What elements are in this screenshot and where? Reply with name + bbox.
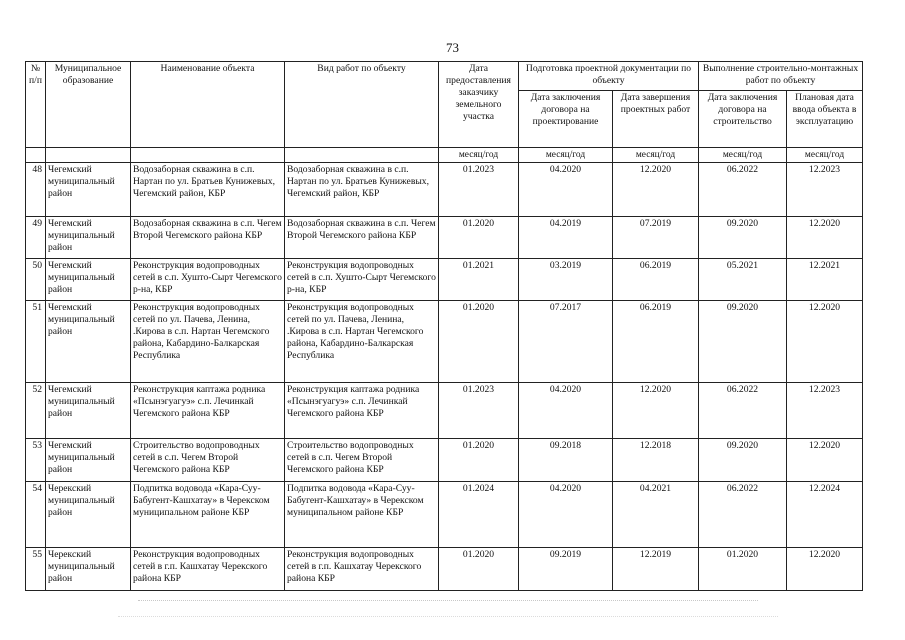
row-design-contract: 04.2020 <box>519 383 613 439</box>
header-land-date: Дата предоставления заказчику земельного участка <box>439 62 519 148</box>
header-construction-contract: Дата заключения договора на строительство <box>699 91 787 148</box>
row-land-date: 01.2021 <box>439 259 519 301</box>
row-number: 52 <box>26 383 46 439</box>
row-number: 53 <box>26 439 46 482</box>
row-municipality: Чегемский муниципальный район <box>46 301 131 383</box>
unit-design-contract: месяц/год <box>519 148 613 163</box>
row-work-type: Строительство водопроводных сетей в с.п. Чегем Второй Чегемского района КБР <box>285 439 439 482</box>
row-object-name: Подпитка водовода «Кара-Суу-Бабугент-Кашхатау» в Черекском муниципальном районе КБР <box>131 482 285 548</box>
row-municipality: Чегемский муниципальный район <box>46 217 131 259</box>
row-commissioning: 12.2021 <box>787 259 863 301</box>
row-land-date: 01.2020 <box>439 301 519 383</box>
row-land-date: 01.2020 <box>439 548 519 591</box>
row-design-contract: 04.2019 <box>519 217 613 259</box>
header-construction-group: Выполнение строительно-монтажных работ по объекту <box>699 62 863 91</box>
row-number: 48 <box>26 163 46 217</box>
row-work-type: Подпитка водовода «Кара-Суу-Бабугент-Кашхатау» в Черекском муниципальном районе КБР <box>285 482 439 548</box>
row-design-contract: 04.2020 <box>519 482 613 548</box>
row-design-contract: 03.2019 <box>519 259 613 301</box>
row-work-type: Реконструкция водопроводных сетей в г.п. Кашхатау Черекского района КБР <box>285 548 439 591</box>
row-commissioning: 12.2020 <box>787 217 863 259</box>
row-construction-contract: 01.2020 <box>699 548 787 591</box>
header-design-contract: Дата заключения договора на проектирование <box>519 91 613 148</box>
row-object-name: Строительство водопроводных сетей в с.п. Чегем Второй Чегемского района КБР <box>131 439 285 482</box>
objects-table <box>25 61 863 591</box>
row-construction-contract: 09.2020 <box>699 439 787 482</box>
row-municipality: Чегемский муниципальный район <box>46 163 131 217</box>
unit-land-date: месяц/год <box>439 148 519 163</box>
row-municipality: Чегемский муниципальный район <box>46 439 131 482</box>
row-number: 51 <box>26 301 46 383</box>
row-design-contract: 04.2020 <box>519 163 613 217</box>
row-design-end: 12.2019 <box>613 548 699 591</box>
row-municipality: Черекский муниципальный район <box>46 482 131 548</box>
row-construction-contract: 06.2022 <box>699 482 787 548</box>
row-design-end: 06.2019 <box>613 301 699 383</box>
row-work-type: Реконструкция водопроводных сетей в с.п. Хушто-Сырт Чегемского р-на, КБР <box>285 259 439 301</box>
header-object-name: Наименование объекта <box>131 62 285 148</box>
unit-commissioning: месяц/год <box>787 148 863 163</box>
unit-empty-cell <box>26 148 46 163</box>
row-work-type: Водозаборная скважина в с.п. Чегем Второй Чегемского района КБР <box>285 217 439 259</box>
row-design-end: 07.2019 <box>613 217 699 259</box>
row-land-date: 01.2024 <box>439 482 519 548</box>
row-design-contract: 07.2017 <box>519 301 613 383</box>
unit-construction-contract: месяц/год <box>699 148 787 163</box>
header-design-group: Подготовка проектной документации по объекту <box>519 62 699 91</box>
row-work-type: Реконструкция каптажа родника «Псынэгуагуэ» с.п. Лечинкай Чегемского района КБР <box>285 383 439 439</box>
row-design-contract: 09.2018 <box>519 439 613 482</box>
row-object-name: Реконструкция водопроводных сетей в с.п. Хушто-Сырт Чегемского р-на, КБР <box>131 259 285 301</box>
row-design-end: 12.2020 <box>613 163 699 217</box>
unit-design-end: месяц/год <box>613 148 699 163</box>
unit-empty-cell <box>131 148 285 163</box>
row-number: 49 <box>26 217 46 259</box>
row-land-date: 01.2023 <box>439 383 519 439</box>
row-municipality: Чегемский муниципальный район <box>46 259 131 301</box>
row-commissioning: 12.2024 <box>787 482 863 548</box>
row-construction-contract: 09.2020 <box>699 217 787 259</box>
header-num: № п/п <box>26 62 46 148</box>
scan-artifact-line <box>118 616 778 617</box>
row-design-end: 12.2018 <box>613 439 699 482</box>
table-row <box>26 163 863 217</box>
header-work-type: Вид работ по объекту <box>285 62 439 148</box>
row-commissioning: 12.2020 <box>787 301 863 383</box>
row-design-end: 12.2020 <box>613 383 699 439</box>
row-commissioning: 12.2020 <box>787 548 863 591</box>
row-commissioning: 12.2023 <box>787 163 863 217</box>
row-commissioning: 12.2020 <box>787 439 863 482</box>
row-number: 54 <box>26 482 46 548</box>
row-land-date: 01.2023 <box>439 163 519 217</box>
row-construction-contract: 09.2020 <box>699 301 787 383</box>
scan-artifact-line <box>138 600 758 601</box>
table-row <box>26 439 863 482</box>
unit-empty-cell <box>285 148 439 163</box>
row-construction-contract: 06.2022 <box>699 383 787 439</box>
row-object-name: Реконструкция каптажа родника «Псынэгуагуэ» с.п. Лечинкай Чегемского района КБР <box>131 383 285 439</box>
table-row <box>26 548 863 591</box>
row-municipality: Черекский муниципальный район <box>46 548 131 591</box>
header-commissioning: Плановая дата ввода объекта в эксплуатацию <box>787 91 863 148</box>
row-design-contract: 09.2019 <box>519 548 613 591</box>
row-land-date: 01.2020 <box>439 439 519 482</box>
row-object-name: Реконструкция водопроводных сетей по ул. Пачева, Ленина, .Кирова в с.п. Нартан Чегемского района, Кабардино-Балкарская Республика <box>131 301 285 383</box>
header-design-end: Дата завершения проектных работ <box>613 91 699 148</box>
row-object-name: Водозаборная скважина в с.п. Чегем Второй Чегемского района КБР <box>131 217 285 259</box>
row-construction-contract: 05.2021 <box>699 259 787 301</box>
row-commissioning: 12.2023 <box>787 383 863 439</box>
table-row <box>26 482 863 548</box>
row-work-type: Реконструкция водопроводных сетей по ул. Пачева, Ленина, .Кирова в с.п. Нартан Чегемского района, Кабардино-Балкарская Республика <box>285 301 439 383</box>
row-construction-contract: 06.2022 <box>699 163 787 217</box>
row-design-end: 04.2021 <box>613 482 699 548</box>
row-design-end: 06.2019 <box>613 259 699 301</box>
header-municipality: Муниципальное образование <box>46 62 131 148</box>
table-row <box>26 383 863 439</box>
row-object-name: Водозаборная скважина в с.п. Нартан по ул. Братьев Кунижевых, Чегемский район, КБР <box>131 163 285 217</box>
table-row <box>26 301 863 383</box>
table-row <box>26 259 863 301</box>
row-municipality: Чегемский муниципальный район <box>46 383 131 439</box>
row-work-type: Водозаборная скважина в с.п. Нартан по ул. Братьев Кунижевых, Чегемский район, КБР <box>285 163 439 217</box>
row-number: 55 <box>26 548 46 591</box>
table-row <box>26 217 863 259</box>
unit-empty-cell <box>46 148 131 163</box>
row-number: 50 <box>26 259 46 301</box>
row-object-name: Реконструкция водопроводных сетей в г.п. Кашхатау Черекского района КБР <box>131 548 285 591</box>
page-number: 73 <box>446 40 459 55</box>
row-land-date: 01.2020 <box>439 217 519 259</box>
